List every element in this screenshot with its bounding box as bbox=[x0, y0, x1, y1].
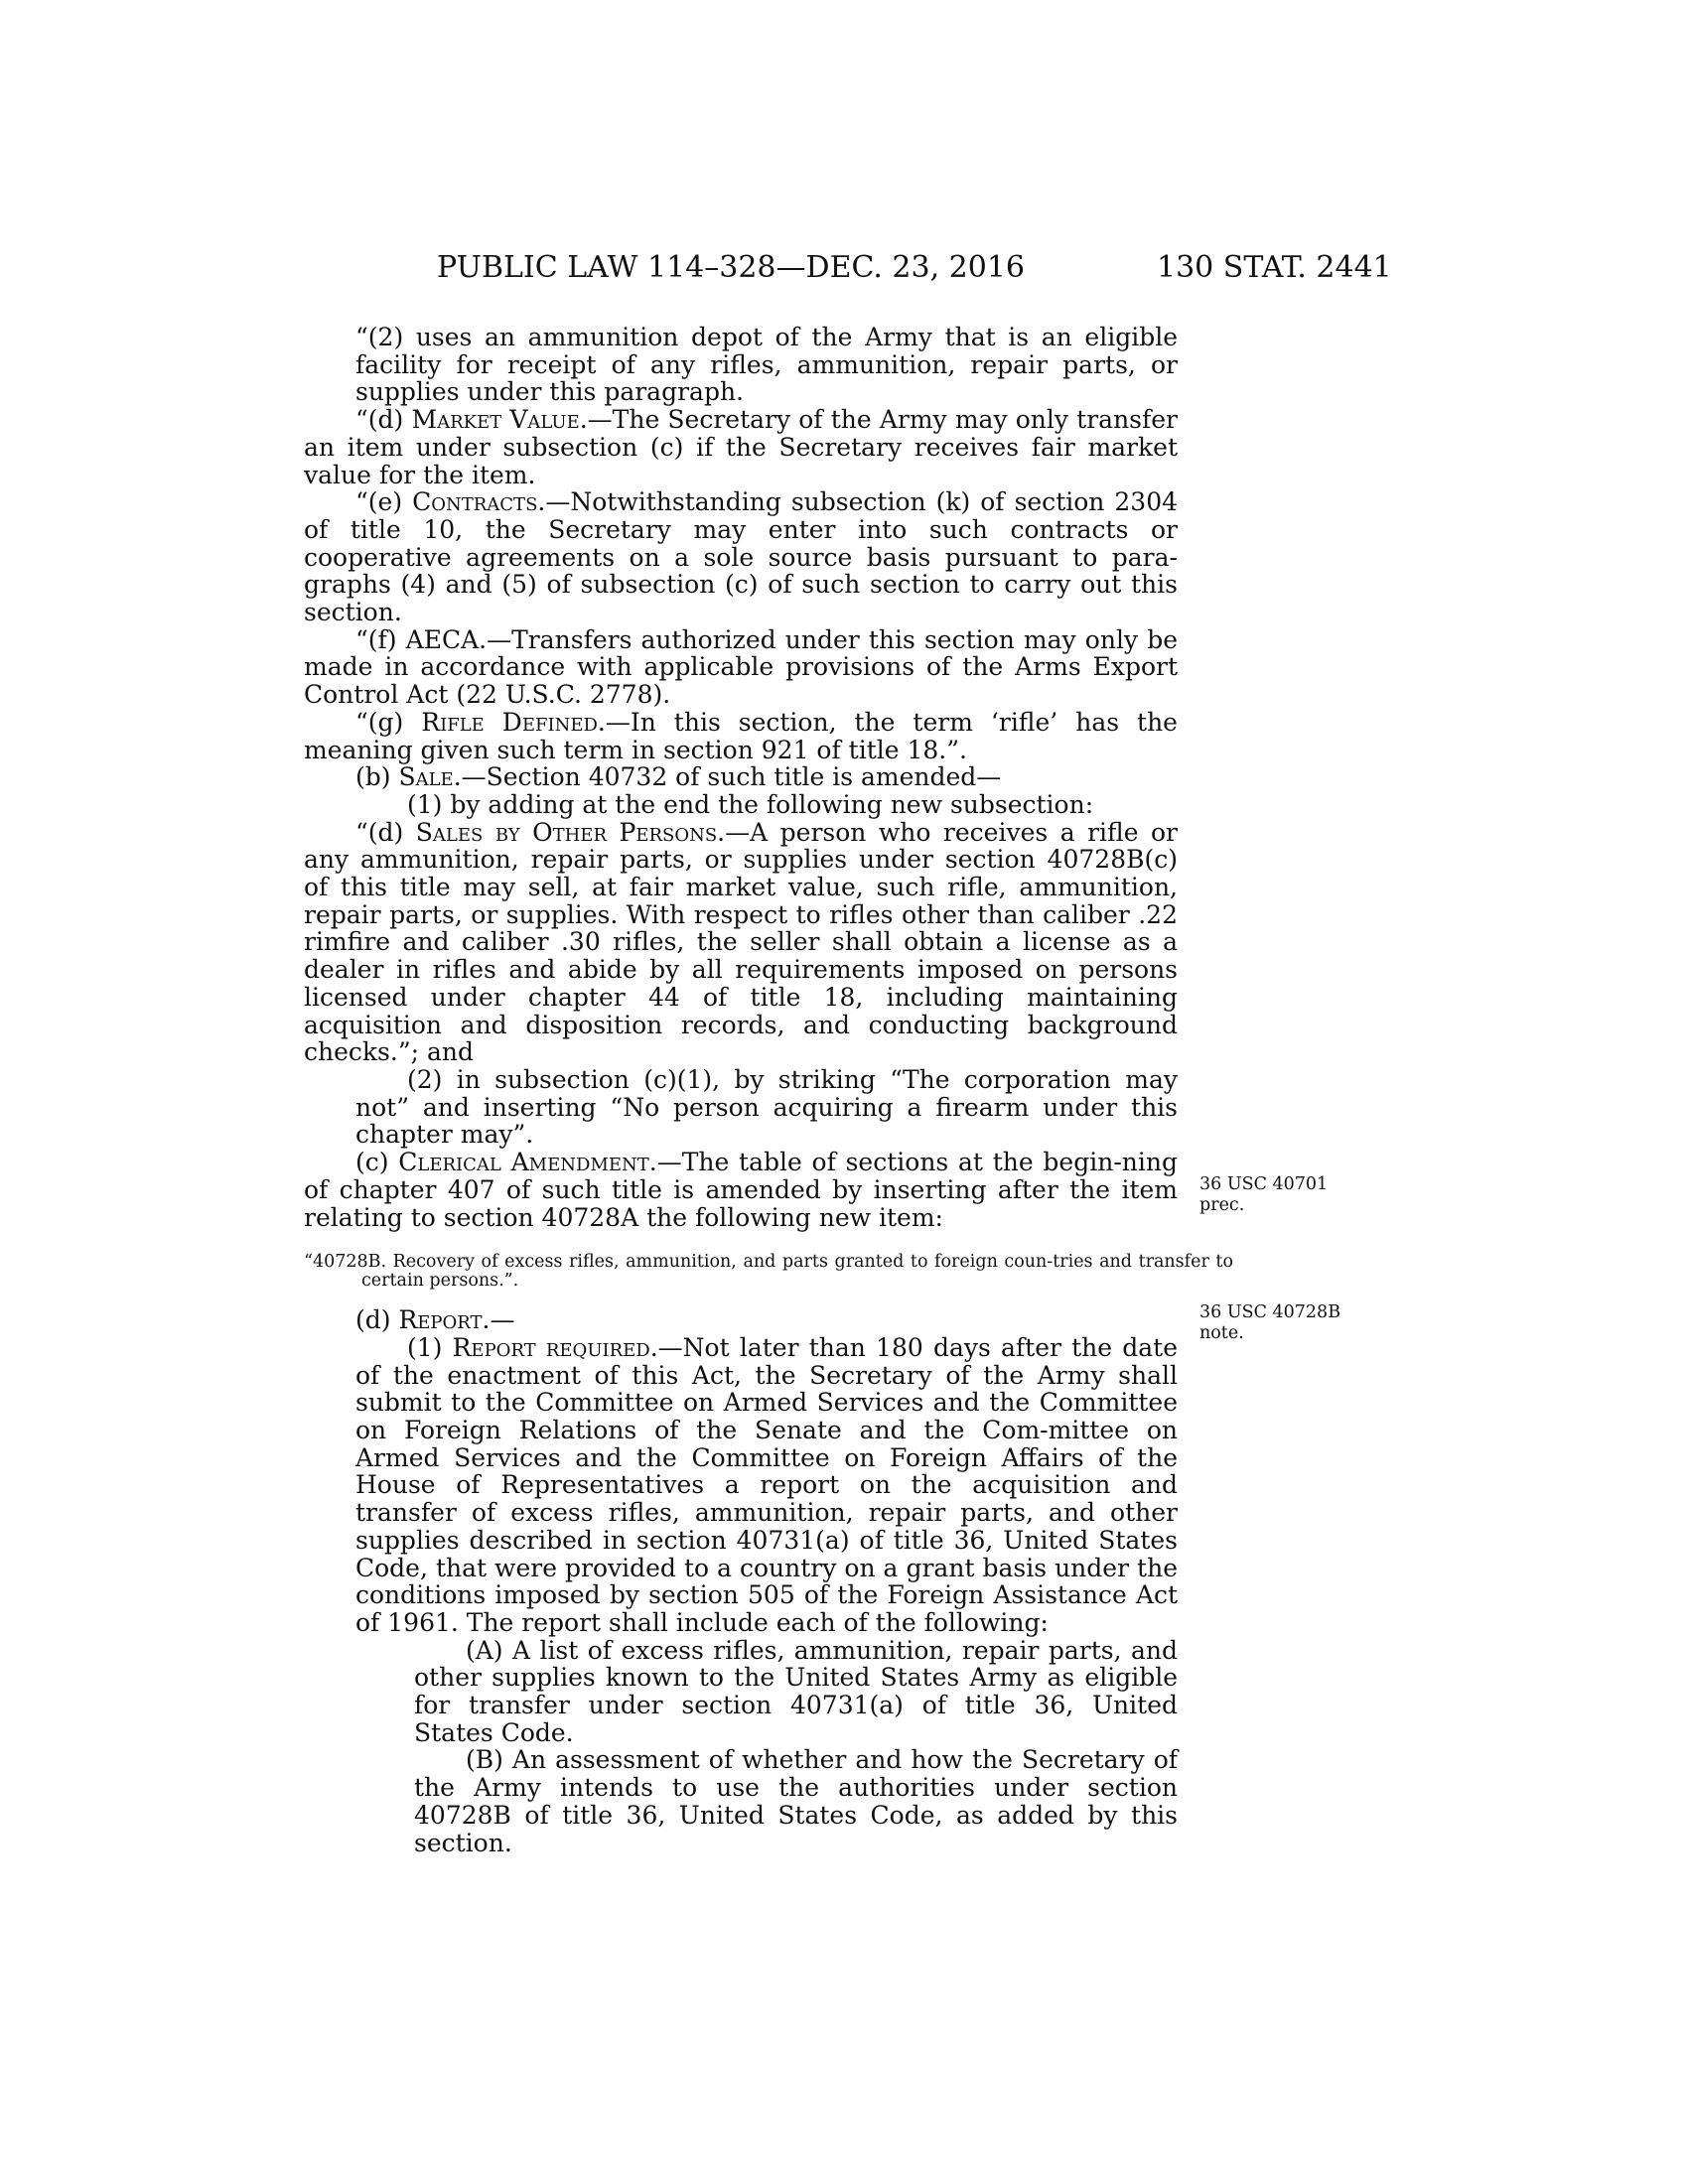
para-2-depot: “(2) uses an ammunition depot of the Army that is an eligible facility for receipt of any rifles, ammunition, repair parts, or supplies under this paragraph. bbox=[355, 323, 1178, 407]
para-c-clerical: (c) Clerical Amendment.—The table of sections at the begin-ning of chapter 407 of such title is amended by inserting after the item relating to section 40728A the following new item: bbox=[304, 1148, 1178, 1232]
heading-clerical-amendment: Clerical Amendment bbox=[398, 1148, 649, 1177]
para-f-aeca: “(f) AECA.—Transfers authorized under this section may only be made in accordance with applicable provisions of the Arms Export Control Act (22 U.S.C. 2778). bbox=[304, 624, 1178, 710]
page-header-title: PUBLIC LAW 114–328—DEC. 23, 2016 bbox=[437, 250, 1026, 285]
table-of-sections-item: “40728B. Recovery of excess rifles, ammunition, and parts granted to foreign coun-tries and transfer to certain persons.”. bbox=[304, 1252, 1233, 1292]
heading-rifle-defined: Rifle Defined bbox=[421, 707, 598, 737]
para-report-required: (1) Report required.—Not later than 180 days after the date of the enactment of this Act, the Secretary of the Army shall submit to the Committee on Armed Services and the Committee on Foreign Relations of the Senate and the Com-mittee on Armed Services and the Committee on Foreign Affairs of the House of Representatives a report on the acquisition and transfer of excess rifles, ammunition, repair parts, and other supplies described in section 40731(a) of title 36, United States Code, that were provided to a country on a grant basis under the conditions imposed by section 505 of the Foreign Assistance Act of 1961. The report shall include each of the following: bbox=[355, 1332, 1179, 1637]
para-g-rifle-defined: “(g) Rifle Defined.—In this section, the term ‘rifle’ has the meaning given such term in section 921 of title 18.”. bbox=[304, 707, 1178, 764]
heading-report-required: Report required bbox=[452, 1332, 650, 1362]
para-sales-by-other-persons: “(d) Sales by Other Persons.—A person who receives a rifle or any ammunition, repair parts, or supplies under section 40728B(c) of this title may sell, at fair market value, such rifle, ammunition, repair parts, or supplies. With respect to rifles other than caliber .22 rimfire and caliber .30 rifles, the seller shall obtain a license as a dealer in rifles and abide by all requirements imposed on persons licensed under chapter 44 of title 18, including maintaining acquisition and disposition records, and conducting background checks.”; and bbox=[304, 817, 1178, 1067]
para-report-B: (B) An assessment of whether and how the Secretary of the Army intends to use the authorities under section 40728B of title 36, United States Code, as added by this section. bbox=[414, 1745, 1178, 1857]
para-b-sale: (b) Sale.—Section 40732 of such title is amended— bbox=[355, 762, 1002, 792]
para-b2: (2) in subsection (c)(1), by striking “The corporation may not” and inserting “No person acquiring a firearm under this chapter may”. bbox=[355, 1064, 1178, 1150]
page-header-stat: 130 STAT. 2441 bbox=[1157, 250, 1392, 285]
heading-market-value: Market Value bbox=[411, 405, 580, 435]
para-report-A: (A) A list of excess rifles, ammunition, repair parts, and other supplies known to the United States Army as eligible for transfer under section 40731(a) of title 36, United States Code. bbox=[414, 1635, 1178, 1747]
para-d-market-value: “(d) Market Value.—The Secretary of the Army may only transfer an item under subsection (c) if the Secretary receives fair market value for the item. bbox=[304, 405, 1178, 489]
margin-note-36-usc-40701: 36 USC 40701 prec. bbox=[1199, 1174, 1329, 1215]
heading-contracts: Contracts bbox=[412, 487, 538, 517]
para-e-contracts: “(e) Contracts.—Notwithstanding subsection (k) of section 2304 of title 10, the Secretary may enter into such contracts or cooperative agreements on a sole source basis pursuant to para-graphs (4) and (5) of subsection (c) of such section to carry out this section. bbox=[304, 487, 1179, 627]
margin-note-36-usc-40728b: 36 USC 40728B note. bbox=[1199, 1302, 1341, 1343]
body-text bbox=[304, 323, 1233, 1857]
para-b1: (1) by adding at the end the following new subsection: bbox=[407, 789, 1094, 819]
heading-sale: Sale bbox=[398, 762, 454, 792]
heading-report: Report bbox=[398, 1305, 483, 1335]
para-d-report: (d) Report.— bbox=[355, 1305, 515, 1335]
heading-sales-by-other-persons: Sales by Other Persons bbox=[415, 817, 718, 847]
